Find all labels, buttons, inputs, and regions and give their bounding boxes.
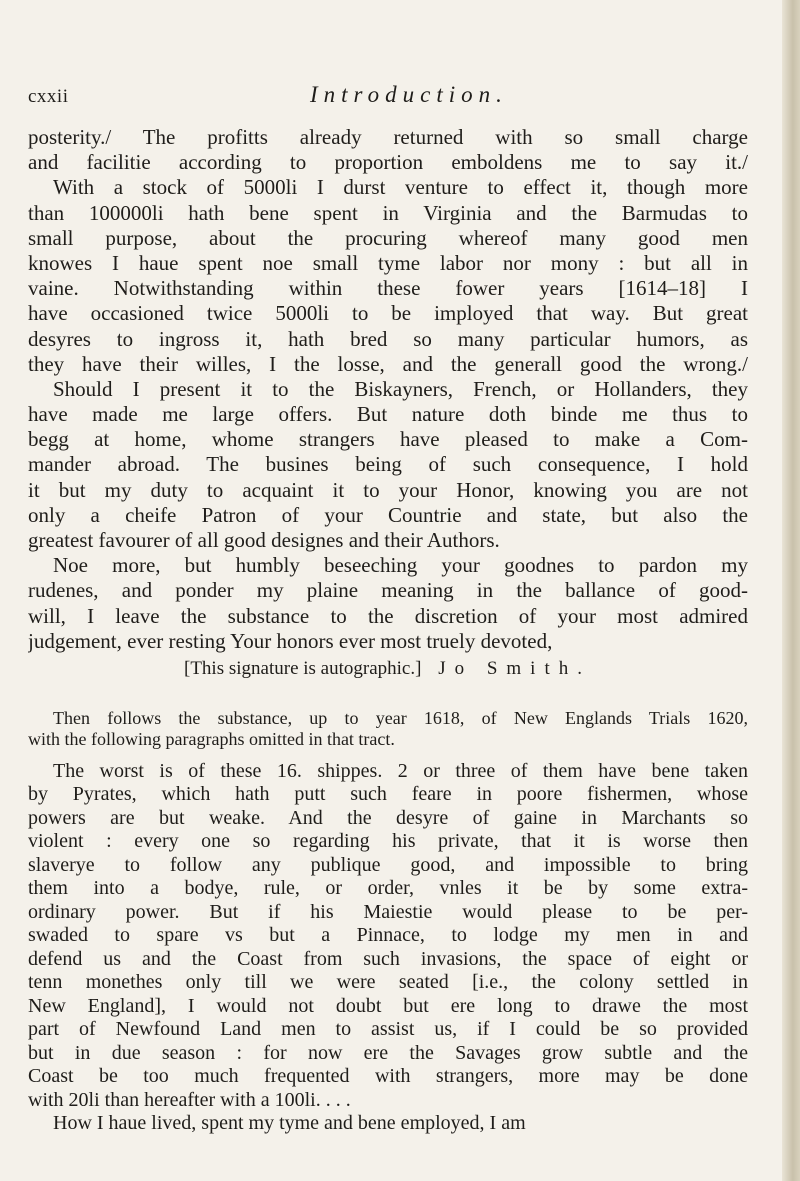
text-line: it but my duty to acquaint it to your Honor, knowing you are not [28, 477, 748, 502]
text-line: mander abroad. The busines being of such consequence, I hold [28, 452, 748, 477]
page-body [28, 125, 748, 1136]
signature-line [184, 654, 748, 684]
editorial-note [28, 708, 748, 750]
text-line: defend us and the Coast from such invasions, the space of eight or [28, 947, 748, 970]
text-line: With a stock of 5000li I durst venture to effect it, though more [53, 175, 748, 200]
text-line: them into a bodye, rule, or order, vnles it be by some extra- [28, 877, 748, 900]
text-line: ordinary power. But if his Maiestie would please to be per- [28, 900, 748, 923]
text-line: will, I leave the substance to the discretion of your most admired [28, 603, 748, 628]
signature-name: Jo Smith. [438, 657, 591, 679]
omitted-paragraphs [28, 760, 748, 1136]
page-edge [782, 0, 800, 1181]
text-line: but in due season : for now ere the Savages grow subtle and the [28, 1041, 748, 1064]
text-line: than 100000li hath bene spent in Virginia and the Barmudas to [28, 200, 748, 225]
text-line: small purpose, about the procuring whereof many good men [28, 225, 748, 250]
text-line: The worst is of these 16. shippes. 2 or three of them have bene taken [53, 759, 748, 782]
letter-text [28, 125, 748, 654]
text-line: slaverye to follow any publique good, and impossible to bring [28, 853, 748, 876]
text-line: judgement, ever resting Your honors ever most truely devoted, [28, 628, 553, 653]
text-line: desyres to ingross it, hath bred so many particular humors, as [28, 326, 748, 351]
text-line: rudenes, and ponder my plaine meaning in the ballance of good- [28, 578, 748, 603]
text-line: powers are but weake. And the desyre of gaine in Marchants so [28, 806, 748, 829]
text-line: have made me large offers. But nature doth binde me thus to [28, 402, 748, 427]
text-line: Noe more, but humbly beseeching your goodnes to pardon my [53, 553, 748, 578]
text-line: Should I present it to the Biskayners, French, or Hollanders, they [53, 376, 748, 401]
page-number: cxxii [28, 86, 69, 107]
text-line: only a cheife Patron of your Countrie and state, but also the [28, 502, 748, 527]
text-line: greatest favourer of all good designes and their Authors. [28, 528, 500, 552]
text-line: with 20li than hereafter with a 100li. . . . [28, 1088, 351, 1111]
running-head: Introduction. [310, 82, 508, 107]
text-line: New England], I would not doubt but ere long to drawe the most [28, 994, 748, 1017]
text-line: and facilitie according to proportion emboldens me to say it./ [28, 150, 748, 175]
text-line: violent : every one so regarding his private, that it is worse then [28, 830, 748, 853]
signature-note: [This signature is autographic.] [184, 657, 422, 679]
text-line: Coast be too much frequented with strangers, more may be done [28, 1065, 748, 1088]
text-line: Then follows the substance, up to year 1618, of New Englands Trials 1620, [53, 707, 748, 728]
text-line: with the following paragraphs omitted in that tract. [28, 728, 395, 749]
text-line: vaine. Notwithstanding within these fower years [1614–18] I [28, 276, 748, 301]
text-line: begg at home, whome strangers have pleased to make a Com- [28, 427, 748, 452]
text-line: they have their willes, I the losse, and the generall good the wrong./ [28, 351, 748, 376]
text-line: knowes I haue spent noe small tyme labor nor mony : but all in [28, 250, 748, 275]
page-header [28, 82, 748, 112]
text-line: swaded to spare vs but a Pinnace, to lodge my men in and [28, 924, 748, 947]
text-line: How I haue lived, spent my tyme and bene employed, I am [53, 1112, 526, 1135]
text-line: by Pyrates, which hath putt such feare in poore fishermen, whose [28, 783, 748, 806]
text-line: part of Newfound Land men to assist us, if I could be so provided [28, 1018, 748, 1041]
text-line: have occasioned twice 5000li to be imployed that way. But great [28, 301, 748, 326]
text-line: tenn monethes only till we were seated [i.e., the colony settled in [28, 971, 748, 994]
text-line: posterity./ The profitts already returned with so small charge [28, 125, 748, 149]
